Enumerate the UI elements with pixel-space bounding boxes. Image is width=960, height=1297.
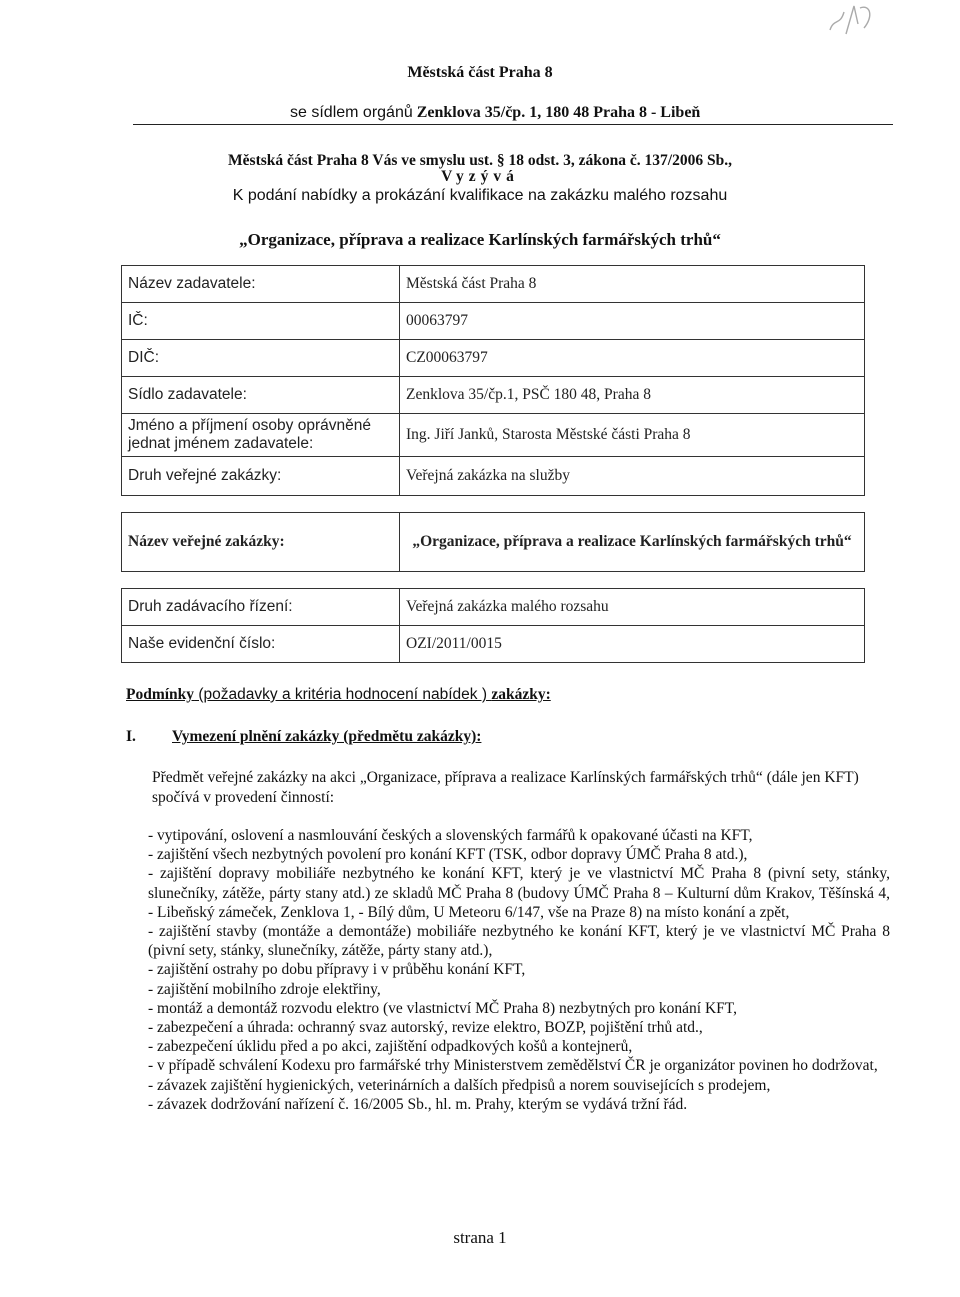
list-item: - závazek dodržování nařízení č. 16/2005 Sb., hl. m. Prahy, kterým se vydává tržní řád. <box>148 1095 688 1113</box>
table-label: Naše evidenční číslo: <box>122 626 400 663</box>
table-value: Městská část Praha 8 <box>400 266 865 303</box>
table-value: Veřejná zakázka na služby <box>400 457 865 496</box>
conditions-heading: Podmínky (požadavky a kritéria hodnocení nabídek ) zakázky: <box>126 686 551 703</box>
table-row <box>122 626 865 663</box>
table-row <box>122 457 865 496</box>
list-item: - zajištění mobilního zdroje elektřiny, <box>148 980 381 998</box>
table-row <box>122 589 865 626</box>
activities-list <box>148 826 890 1114</box>
table-row-contract-name <box>122 513 865 572</box>
table-label: IČ: <box>122 303 400 340</box>
table-row <box>122 303 865 340</box>
table-label: Sídlo zadavatele: <box>122 377 400 414</box>
list-item: - montáž a demontáž rozvodu elektro (ve vlastnictví MČ Praha 8) nezbytných pro konání KFT, <box>148 999 737 1017</box>
table-label: Druh zadávacího řízení: <box>122 589 400 626</box>
section-number: I. <box>126 728 136 745</box>
handwritten-mark-icon <box>824 0 878 40</box>
page-number: strana 1 <box>453 1228 507 1247</box>
section-title: Vymezení plnění zakázky (předmětu zakázky): <box>172 728 482 745</box>
header-divider <box>133 124 893 125</box>
table-row <box>122 377 865 414</box>
table-value: 00063797 <box>400 303 865 340</box>
table-label: Jméno a příjmení osoby oprávněné jednat jménem zadavatele: <box>122 414 400 457</box>
table-label: Druh veřejné zakázky: <box>122 457 400 496</box>
table-row <box>122 340 865 377</box>
section-intro: Předmět veřejné zakázky na akci „Organizace, příprava a realizace Karlínských farmářských trhů“ (dále jen KFT) spočívá v provedení činností: <box>152 769 859 806</box>
contract-name-value: „Organizace, příprava a realizace Karlínských farmářských trhů“ <box>400 513 865 572</box>
table-value: Ing. Jiří Janků, Starosta Městské části Praha 8 <box>400 414 865 457</box>
list-item: - zabezpečení úklidu před a po akci, zajištění odpadkových košů a kontejnerů, <box>148 1038 633 1056</box>
list-item: - závazek zajištění hygienických, veterinárních a dalších předpisů a norem souvisejících s prodejem, <box>148 1076 771 1094</box>
call-line: Městská část Praha 8 Vás ve smyslu ust. § 18 odst. 3, zákona č. 137/2006 Sb., <box>228 152 732 169</box>
project-title: „Organizace, příprava a realizace Karlínských farmářských trhů“ <box>239 230 721 249</box>
call-word: Vyzývá <box>441 168 519 185</box>
list-item: - v případě schválení Kodexu pro farmářské trhy Ministerstvem zemědělství ČR je organizátor povinen ho dodržovat, <box>148 1057 878 1075</box>
table-label: DIČ: <box>122 340 400 377</box>
list-item: - zajištění dopravy mobiliáře nezbytného ke konání KFT, který je ve vlastnictví MČ Praha 8 (pivní sety, stánky, slunečníky, zátěže, párty stany atd.) ze skladů MČ Praha 8 (budovy ÚMČ Praha 8 – Kulturní dům Krakov, Těšínská 4, - Libeňský zámeček, Zenklova 1, - Bílý dům, U Meteoru 6/147, vše na Praze 8) na místo konání a zpět, <box>148 865 890 921</box>
table-value: OZI/2011/0015 <box>400 626 865 663</box>
table-row <box>122 414 865 457</box>
list-item: - vytipování, oslovení a nasmlouvání českých a slovenských farmářů k opakované účasti na KFT, <box>148 827 753 844</box>
header-seat: se sídlem orgánů Zenklova 35/čp. 1, 180 48 Praha 8 - Libeň <box>290 104 701 121</box>
call-text: K podání nabídky a prokázání kvalifikace na zakázku malého rozsahu <box>232 187 728 204</box>
list-item: - zajištění všech nezbytných povolení pro konání KFT (TSK, odbor dopravy ÚMČ Praha 8 atd.), <box>148 846 748 864</box>
table-value: Zenklova 35/čp.1, PSČ 180 48, Praha 8 <box>400 377 865 414</box>
header-org: Městská část Praha 8 <box>407 64 553 81</box>
table-label: Název zadavatele: <box>122 266 400 303</box>
table-value: Veřejná zakázka malého rozsahu <box>400 589 865 626</box>
list-item: - zabezpečení a úhrada: ochranný svaz autorský, revize elektro, BOZP, pojištění trhů atd., <box>148 1019 703 1037</box>
table-value: CZ00063797 <box>400 340 865 377</box>
contract-name-label: Název veřejné zakázky: <box>122 513 400 572</box>
list-item: - zajištění ostrahy po dobu přípravy i v průběhu konání KFT, <box>148 961 526 979</box>
table-row <box>122 266 865 303</box>
list-item: - zajištění stavby (montáže a demontáže) mobiliáře nezbytného ke konání KFT, který je ve vlastnictví MČ Praha 8 (pivní sety, stánky, slunečníky, zátěže, párty stany atd.), <box>148 923 890 960</box>
info-table <box>121 265 865 663</box>
